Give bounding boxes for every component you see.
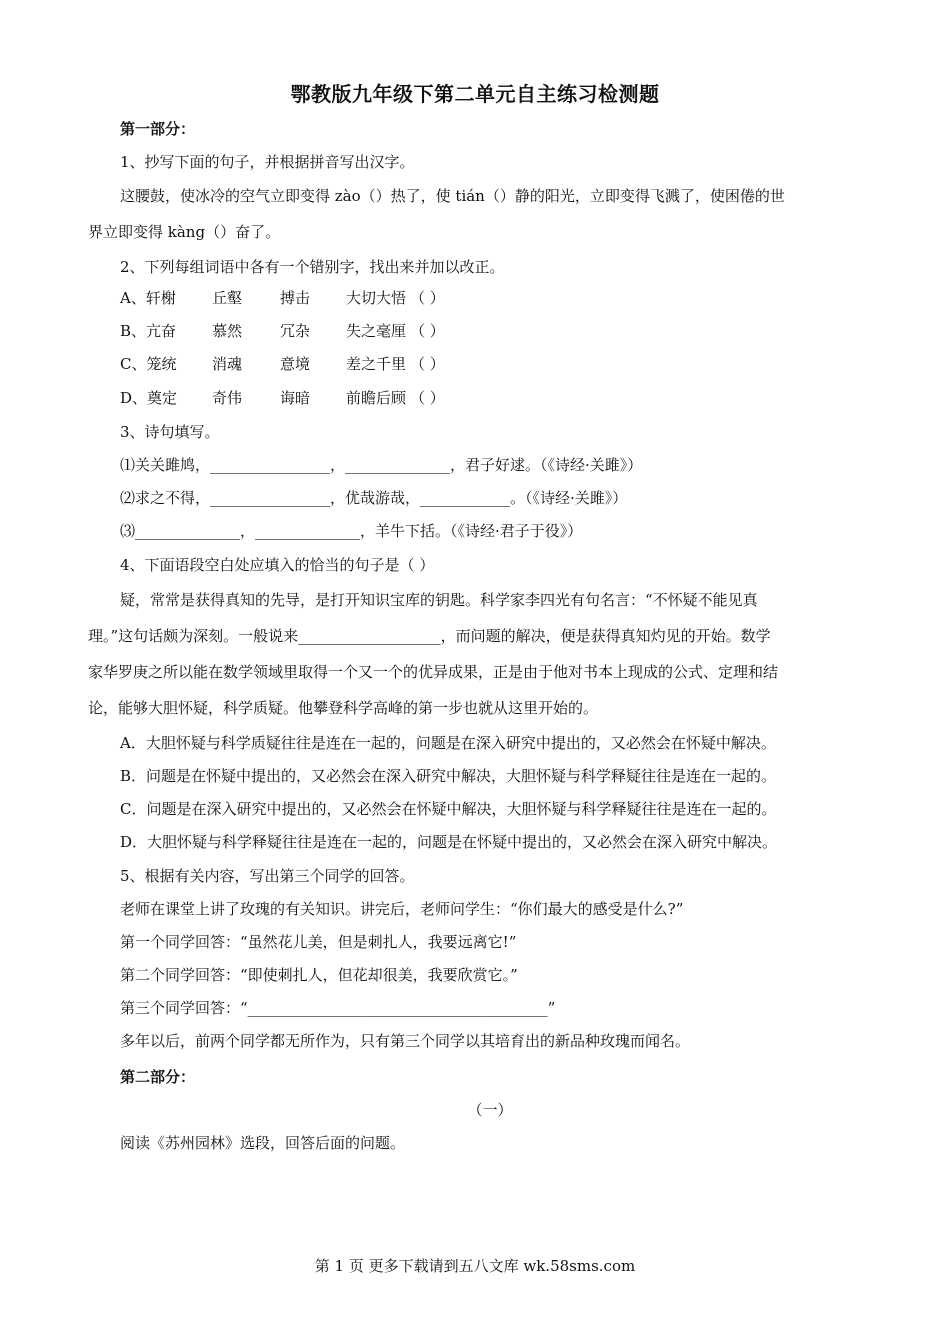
q2-option-label: B、亢奋 [120, 322, 177, 340]
q4-paragraph-line: 家华罗庚之所以能在数学领域里取得一个又一个的优异成果，正是由于他对书本上现成的公式、定理和结 [88, 663, 779, 681]
q2-word: 搏击 [280, 289, 311, 307]
q2-answer-paren: （ ） [410, 355, 445, 373]
q5-line: 第二个同学回答：“即使刺扎人，但花却很美，我要欣赏它。” [120, 966, 518, 984]
q2-prompt: 2、下列每组词语中各有一个错别字，找出来并加以改正。 [120, 258, 505, 276]
page-footer: 第 1 页 更多下载请到五八文库 wk.58sms.com [314, 1257, 636, 1275]
q2-option-d [120, 388, 520, 408]
q2-answer-paren: （ ） [410, 322, 445, 340]
q5-line: 第一个同学回答：“虽然花儿美，但是刺扎人，我要远离它!” [120, 933, 517, 951]
q2-answer-paren: （ ） [410, 389, 445, 407]
q1-sentence-line1: 这腰鼓，使冰冷的空气立即变得 zào（）热了，使 tián（）静的阳光，立即变得飞溅了，使困倦的世 [120, 187, 785, 205]
part1-heading: 第一部分： [120, 120, 196, 138]
q2-word: 冗杂 [280, 322, 311, 340]
q4-paragraph-line: 理。”这句话颇为深刻。一般说来___________________，而问题的解决，便是获得真知灼见的开始。数学 [88, 627, 771, 645]
q4-prompt: 4、下面语段空白处应填入的恰当的句子是（ ） [120, 556, 435, 574]
q2-option-label: A、轩榭 [120, 289, 176, 307]
q1-prompt: 1、抄写下面的句子，并根据拼音写出汉字。 [120, 153, 415, 171]
q2-word: 失之毫厘 [346, 322, 407, 340]
q2-word: 意境 [280, 355, 311, 373]
part2-intro: 阅读《苏州园林》选段，回答后面的问题。 [120, 1134, 406, 1152]
part2-section-number: （一） [467, 1101, 513, 1119]
q2-word: 奇伟 [212, 389, 243, 407]
q2-answer-paren: （ ） [410, 289, 445, 307]
q3-prompt: 3、诗句填写。 [120, 423, 220, 441]
q4-option-d: D．大胆怀疑与科学释疑往往是连在一起的，问题是在怀疑中提出的，又必然会在深入研究中解决。 [120, 833, 778, 851]
q2-word: 慕然 [212, 322, 243, 340]
q4-option-a: A．大胆怀疑与科学质疑往往是连在一起的，问题是在深入研究中提出的，又必然会在怀疑中解决。 [120, 734, 776, 752]
q3-line-1: ⑴关关雎鸠，________________，______________，君子好逑。（《诗经·关雎》） [120, 456, 643, 474]
q4-option-c: C．问题是在深入研究中提出的，又必然会在怀疑中解决，大胆怀疑与科学释疑往往是连在一起的。 [120, 800, 777, 818]
q2-word: 消魂 [212, 355, 243, 373]
page-title: 鄂教版九年级下第二单元自主练习检测题 [290, 82, 660, 106]
q2-word: 大切大悟 [346, 289, 407, 307]
q2-word: 差之千里 [346, 355, 407, 373]
q5-prompt: 5、根据有关内容，写出第三个同学的回答。 [120, 867, 415, 885]
q4-paragraph-line: 疑，常常是获得真知的先导，是打开知识宝库的钥匙。科学家李四光有句名言：“不怀疑不能见真 [120, 591, 758, 609]
q5-line: 老师在课堂上讲了玫瑰的有关知识。讲完后，老师问学生：“你们最大的感受是什么?” [120, 900, 684, 918]
q4-paragraph-line: 论，能够大胆怀疑，科学质疑。他攀登科学高峰的第一步也就从这里开始的。 [88, 699, 599, 717]
part2-heading: 第二部分： [120, 1068, 196, 1086]
q3-line-2: ⑵求之不得，________________，优哉游哉，____________。（《诗经·关雎》） [120, 489, 628, 507]
q4-option-b: B．问题是在怀疑中提出的，又必然会在深入研究中解决，大胆怀疑与科学释疑往往是连在一起的。 [120, 767, 777, 785]
q1-sentence-line2: 界立即变得 kàng（）奋了。 [88, 223, 281, 241]
q2-option-label: D、奠定 [120, 389, 178, 407]
q5-line: 第三个同学回答：“________________________________________” [120, 999, 556, 1017]
q2-option-b [120, 321, 520, 341]
q2-option-a [120, 288, 520, 308]
q2-option-c [120, 354, 520, 374]
q3-line-3: ⑶______________，______________，羊牛下括。（《诗经·君子于役》） [120, 522, 583, 540]
q2-option-label: C、笼统 [120, 355, 177, 373]
q2-word: 前瞻后顾 [346, 389, 407, 407]
q5-line: 多年以后，前两个同学都无所作为，只有第三个同学以其培育出的新品种玫瑰而闻名。 [120, 1032, 691, 1050]
q2-word: 诲暗 [280, 389, 311, 407]
q2-word: 丘壑 [212, 289, 243, 307]
